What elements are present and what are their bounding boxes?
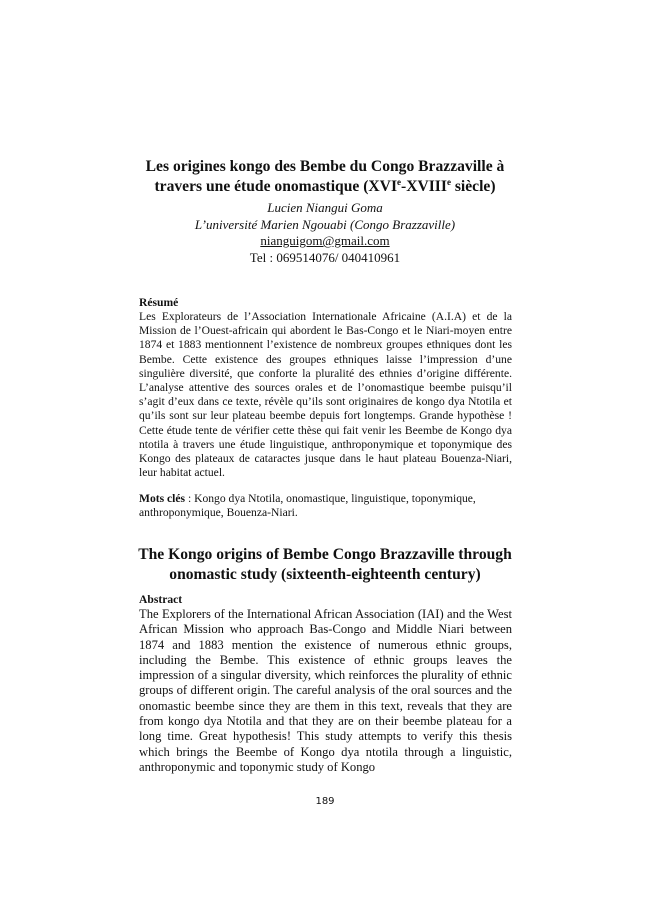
french-title [100,157,550,197]
author-block [120,200,530,266]
keywords-line [139,492,512,520]
abstract-section [139,593,512,775]
resume-section [139,296,512,480]
english-title-line2: onomastic study (sixteenth-eighteenth century) [169,566,481,583]
author-name: Lucien Niangui Goma [267,200,383,215]
english-title-line1: The Kongo origins of Bembe Congo Brazzaville through [138,546,512,563]
author-affiliation: L’université Marien Ngouabi (Congo Brazzaville) [194,216,456,232]
keywords-text: : Kongo dya Ntotila, onomastique, linguistique, toponymique, anthroponymique, Bouenza-Niari. [139,492,476,520]
abstract-text: The Explorers of the International African Association (IAI) and the West African Mission who approach Bas-Congo and Middle Niari between 1874 and 1883 mention the existence of numerous ethnic groups, including the Bembe. This existence of ethnic groups leaves the impression of a singular diversity, which reinforces the plurality of ethnic groups of different origin. The careful analysis of the oral sources and the onomastic beembe since they are them in this text, reveals that they are from kongo dya Ntotila and that they are on their beembe plateau for a long time. Great hypothesis! This study attempts to verify this thesis which brings the Beembe of Kongo dya ntotila through a linguistic, anthroponymic and toponymic study of Kongo [139,607,512,774]
keywords-label: Mots clés [139,492,186,505]
page-number: 189 [315,796,335,807]
author-email[interactable]: nianguigom@gmail.com [260,233,390,248]
french-title-line2: travers une étude onomastique (XVIe-XVIIIe siècle) [154,177,496,195]
keywords-section [139,492,512,520]
english-title [100,545,550,585]
french-title-line1: Les origines kongo des Bembe du Congo Brazzaville à [145,158,505,175]
resume-heading: Résumé [139,296,179,309]
author-phone: Tel : 069514076/ 040410961 [249,249,401,265]
abstract-heading: Abstract [139,593,183,606]
resume-text: Les Explorateurs de l’Association Internationale Africaine (A.I.A) et de la Mission de l’Ouest-africain qui abordent le Bas-Congo et le Niari-moyen entre 1874 et 1883 mentionnent l’existence de nombreux groupes ethniques dont les Bembe. Cette existence des groupes ethniques laisse l’impression d’une singulière diversité, que conforte la pluralité des ethnies d’origine différente. L’analyse attentive des sources orales et de l’onomastique beembe puisqu’il s’agit d’eux dans ce texte, révèle qu’ils sont originaires de kongo dya Ntotila et qu’ils sont sur leur plateau beembe depuis fort longtemps. Grande hypothèse ! Cette étude tente de vérifier cette thèse qui fait venir les Beembe de Kongo dya ntotila à travers une étude linguistique, anthroponymique et toponymique des Kongo des plateaux de cataractes jusque dans le haut plateau Bouenza-Niari, leur habitat actuel. [139,310,512,480]
